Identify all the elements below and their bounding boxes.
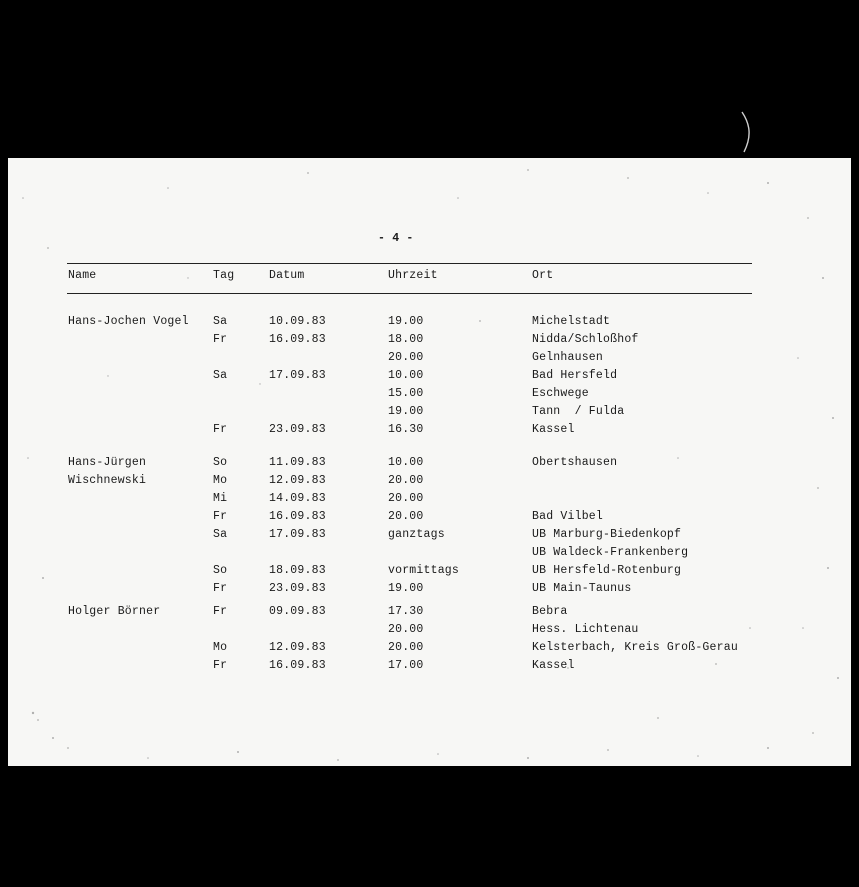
cell-uhrzeit: 17.00	[388, 659, 424, 672]
cell-ort: UB Hersfeld-Rotenburg	[532, 564, 682, 577]
cell-tag: Mo	[213, 474, 228, 487]
cell-datum: 14.09.83	[269, 492, 326, 505]
document-page	[8, 158, 851, 766]
cell-tag: Fr	[213, 605, 228, 618]
table-header-row	[8, 268, 851, 286]
cell-ort: Kassel	[532, 423, 575, 436]
header-uhrzeit: Uhrzeit	[388, 269, 438, 282]
cell-datum: 16.09.83	[269, 659, 326, 672]
cell-name: Hans-Jochen Vogel	[68, 315, 189, 328]
header-tag: Tag	[213, 269, 235, 282]
cell-ort: Bebra	[532, 605, 568, 618]
cell-ort: Hess. Lichtenau	[532, 623, 639, 636]
cell-ort: Tann / Fulda	[532, 405, 625, 418]
table-row	[8, 527, 851, 545]
cell-uhrzeit: 20.00	[388, 510, 424, 523]
cell-tag: So	[213, 564, 228, 577]
cell-datum: 16.09.83	[269, 510, 326, 523]
cell-uhrzeit: 15.00	[388, 387, 424, 400]
table-header-rule	[67, 293, 752, 294]
cell-uhrzeit: 10.00	[388, 369, 424, 382]
cell-datum: 12.09.83	[269, 641, 326, 654]
cell-uhrzeit: 20.00	[388, 623, 424, 636]
table-row	[8, 491, 851, 509]
cell-uhrzeit: vormittags	[388, 564, 460, 577]
cell-ort: UB Main-Taunus	[532, 582, 632, 595]
cell-datum: 10.09.83	[269, 315, 326, 328]
cell-uhrzeit: 20.00	[388, 492, 424, 505]
header-ort: Ort	[532, 269, 554, 282]
cell-uhrzeit: 17.30	[388, 605, 424, 618]
cell-datum: 18.09.83	[269, 564, 326, 577]
cell-ort: Obertshausen	[532, 456, 618, 469]
cell-tag: Sa	[213, 315, 228, 328]
cell-name: Wischnewski	[68, 474, 147, 487]
header-datum: Datum	[269, 269, 305, 282]
cell-tag: Mo	[213, 641, 228, 654]
table-row	[8, 622, 851, 640]
table-row	[8, 545, 851, 563]
cell-datum: 23.09.83	[269, 582, 326, 595]
cell-ort: UB Marburg-Biedenkopf	[532, 528, 682, 541]
table-row	[8, 604, 851, 622]
cell-ort: Gelnhausen	[532, 351, 604, 364]
table-row	[8, 368, 851, 386]
cell-tag: Fr	[213, 659, 228, 672]
table-row	[8, 404, 851, 422]
cell-tag: So	[213, 456, 228, 469]
table-body	[8, 314, 851, 674]
cell-ort: Nidda/Schloßhof	[532, 333, 639, 346]
table-row	[8, 422, 851, 440]
cell-ort: Bad Hersfeld	[532, 369, 618, 382]
cell-tag: Sa	[213, 528, 228, 541]
table-row	[8, 350, 851, 368]
cell-datum: 09.09.83	[269, 605, 326, 618]
cell-name: Hans-Jürgen	[68, 456, 147, 469]
table-row	[8, 658, 851, 676]
cell-datum: 11.09.83	[269, 456, 326, 469]
table-top-rule	[67, 263, 752, 264]
header-name: Name	[68, 269, 97, 282]
cell-name: Holger Börner	[68, 605, 161, 618]
cell-datum: 12.09.83	[269, 474, 326, 487]
cell-tag: Fr	[213, 582, 228, 595]
cell-ort: Michelstadt	[532, 315, 611, 328]
table-row	[8, 455, 851, 473]
page-number: - 4 -	[378, 232, 414, 245]
cell-uhrzeit: ganztags	[388, 528, 445, 541]
cell-ort: Kelsterbach, Kreis Groß-Gerau	[532, 641, 738, 654]
cell-uhrzeit: 19.00	[388, 582, 424, 595]
table-row	[8, 332, 851, 350]
cell-ort: Bad Vilbel	[532, 510, 604, 523]
cell-uhrzeit: 10.00	[388, 456, 424, 469]
cell-tag: Fr	[213, 333, 228, 346]
cell-ort: Kassel	[532, 659, 575, 672]
table-row	[8, 473, 851, 491]
table-row	[8, 314, 851, 332]
table-row	[8, 386, 851, 404]
cell-datum: 23.09.83	[269, 423, 326, 436]
cell-uhrzeit: 20.00	[388, 351, 424, 364]
paper-sheet	[8, 158, 851, 766]
table-row	[8, 509, 851, 527]
cell-uhrzeit: 19.00	[388, 405, 424, 418]
cell-tag: Sa	[213, 369, 228, 382]
cell-tag: Mi	[213, 492, 228, 505]
cell-uhrzeit: 20.00	[388, 641, 424, 654]
scan-edge-mark	[736, 110, 756, 156]
cell-uhrzeit: 16.30	[388, 423, 424, 436]
cell-uhrzeit: 20.00	[388, 474, 424, 487]
cell-datum: 17.09.83	[269, 528, 326, 541]
cell-datum: 17.09.83	[269, 369, 326, 382]
table-row	[8, 563, 851, 581]
table-row	[8, 581, 851, 599]
cell-ort: Eschwege	[532, 387, 589, 400]
cell-ort: UB Waldeck-Frankenberg	[532, 546, 689, 559]
cell-datum: 16.09.83	[269, 333, 326, 346]
cell-uhrzeit: 18.00	[388, 333, 424, 346]
cell-uhrzeit: 19.00	[388, 315, 424, 328]
cell-tag: Fr	[213, 510, 228, 523]
cell-tag: Fr	[213, 423, 228, 436]
table-row	[8, 640, 851, 658]
